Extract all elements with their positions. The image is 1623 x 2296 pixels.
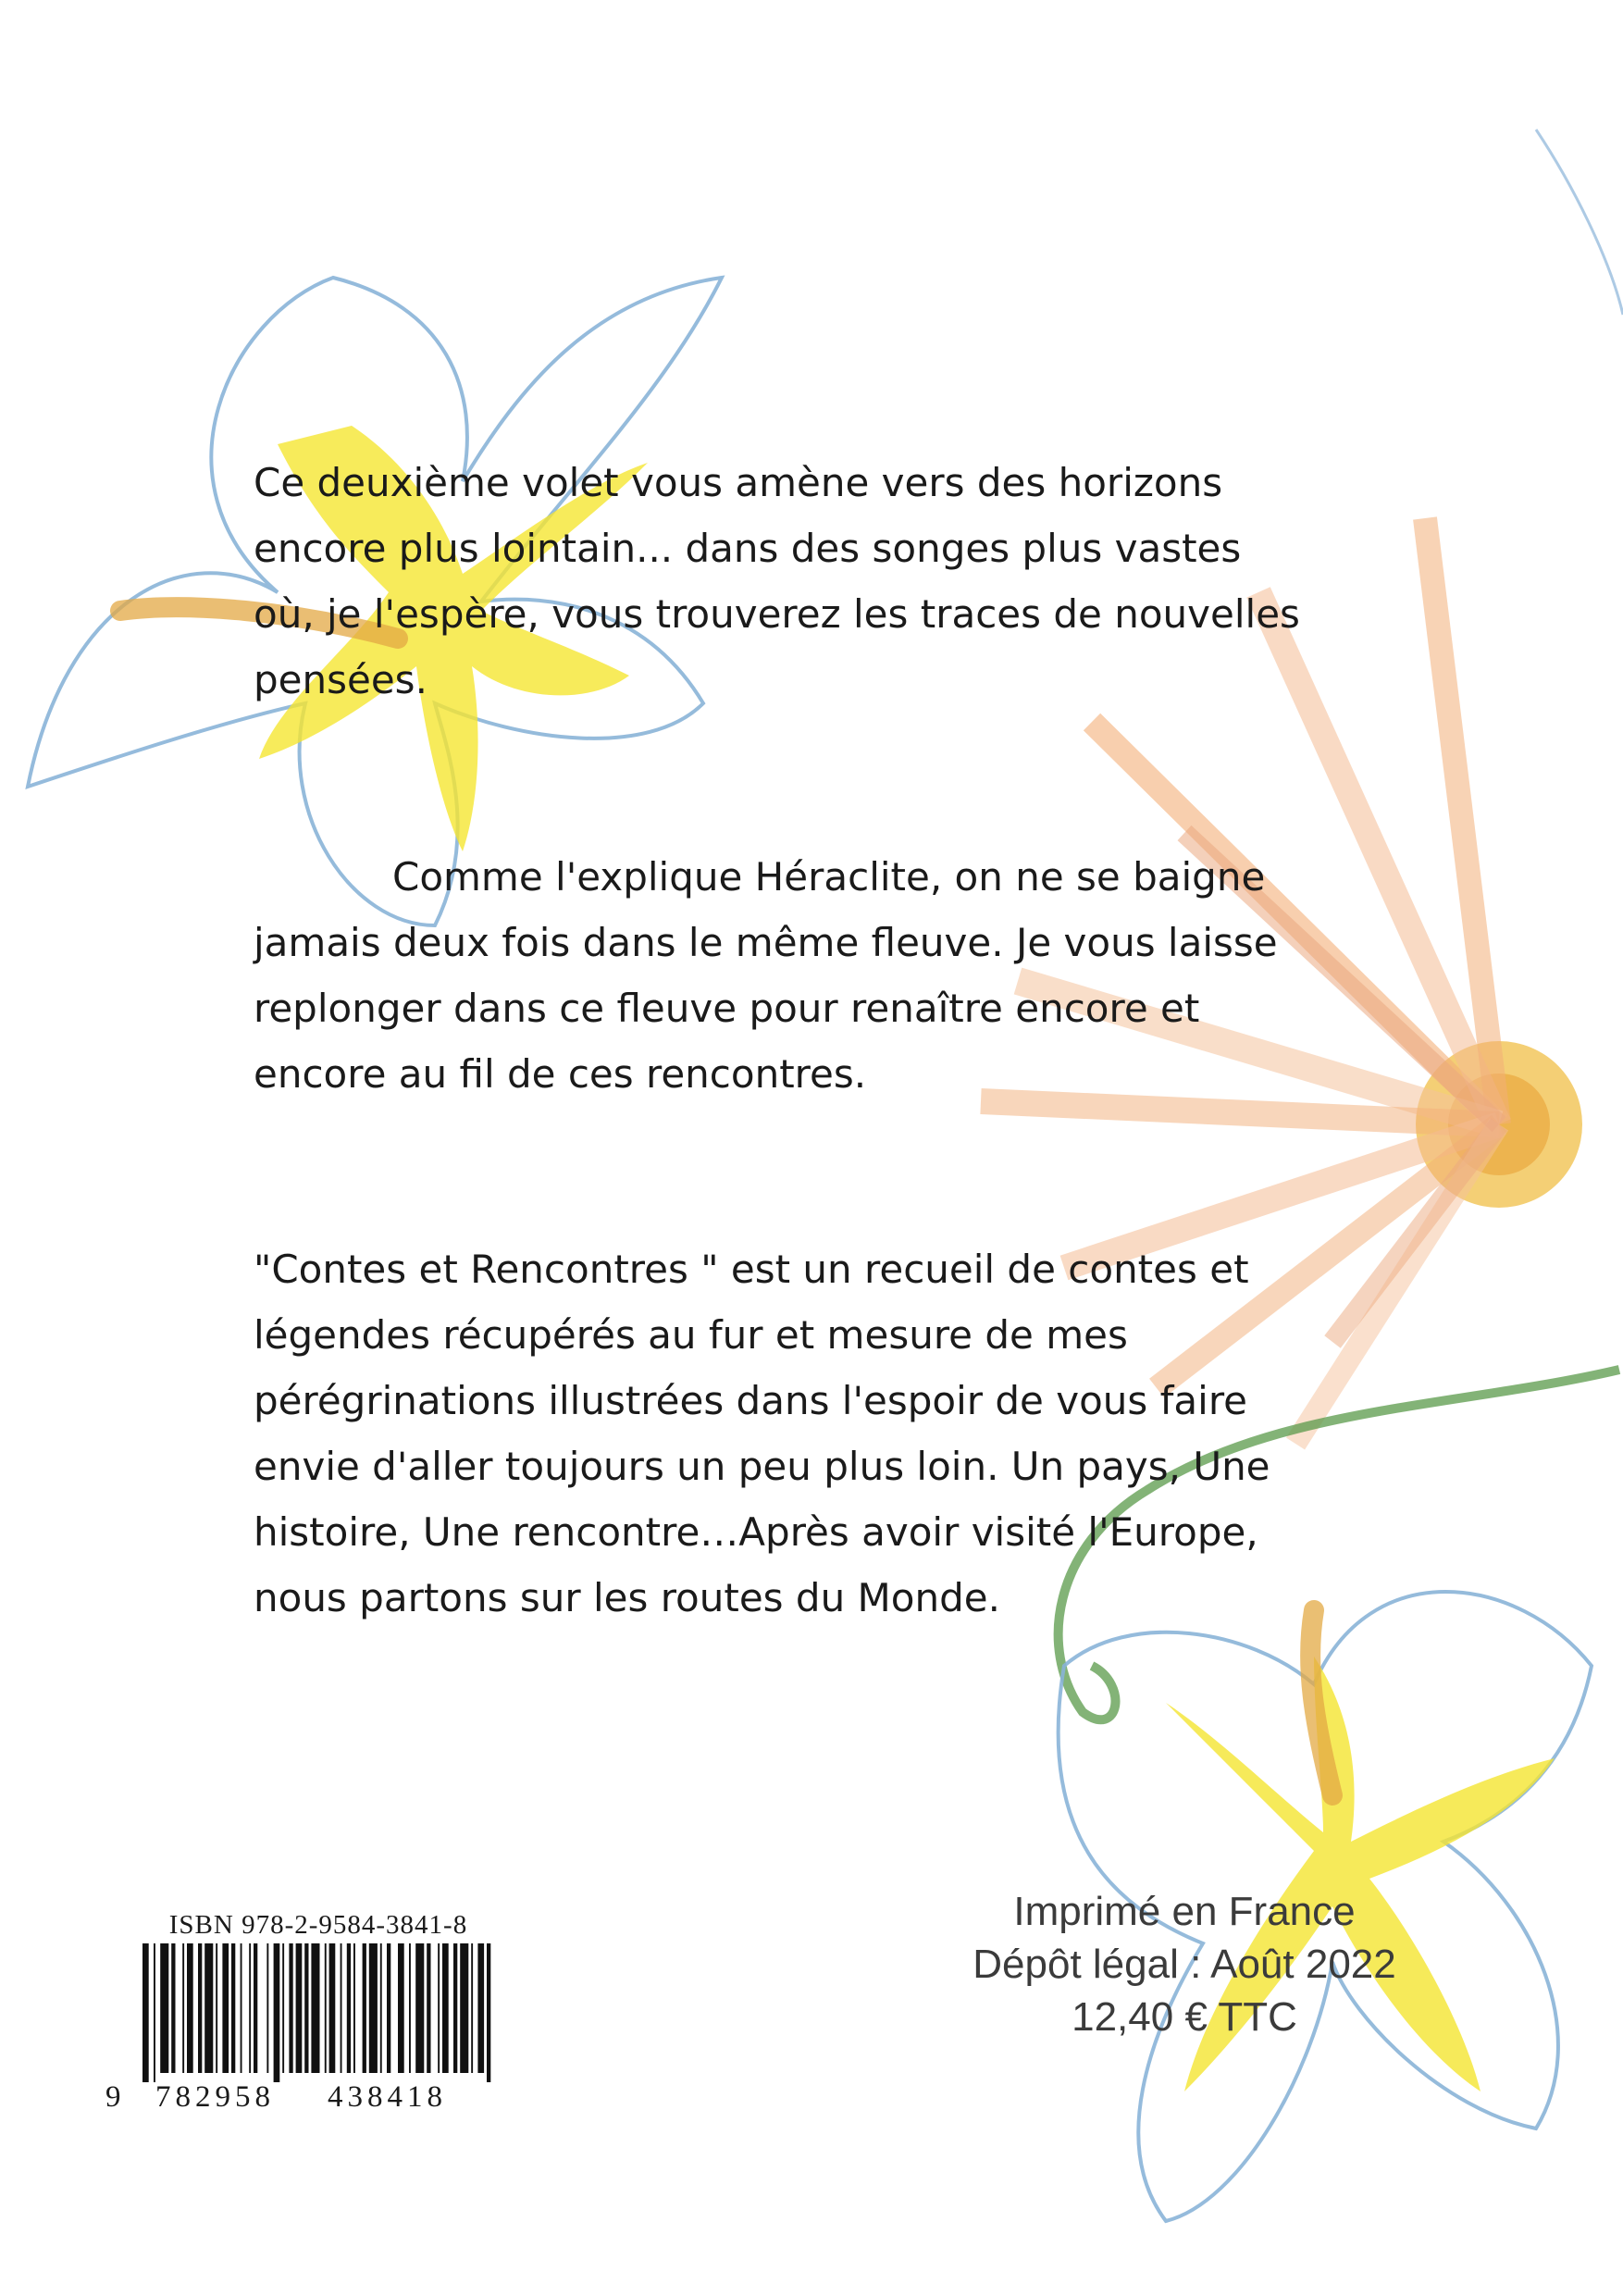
legal-info	[925, 1885, 1443, 2043]
barcode-bar	[249, 1943, 251, 2073]
barcode-bar	[453, 1943, 457, 2073]
barcode-bar	[387, 1943, 390, 2073]
barcode-bar	[325, 1943, 327, 2073]
barcode-bar	[409, 1943, 411, 2073]
paragraph-summary: "Contes et Rencontres " est un recueil de contes et légendes récupérés au fur et mesure de mes pérégrinations illustrées dans l'espoir de vous faire envie d'aller toujours un peu plus loin. Un pays, Une histoire, Une rencontre…Après avoir visité l'Europe, nous partons sur les routes du Monde.	[254, 1247, 1270, 1620]
barcode-bar	[398, 1943, 404, 2073]
barcode-bar	[311, 1943, 319, 2073]
paragraph-intro: Ce deuxième volet vous amène vers des horizons encore plus lointain... dans des songes plus vastes où, je l'espère, vous trouverez les traces de nouvelles pensées.	[254, 460, 1300, 702]
barcode-bar	[274, 1943, 280, 2082]
isbn-label: ISBN 978-2-9584-3841-8	[168, 1910, 468, 1940]
barcode-bar	[438, 1943, 440, 2073]
barcode-bar	[347, 1943, 351, 2073]
isbn-barcode	[105, 1910, 494, 2151]
barcode-bar	[160, 1943, 168, 2073]
paragraph-heraclite	[254, 844, 1401, 1107]
barcode-digit-group-left: 782958	[155, 2080, 275, 2114]
faint-sketch-top-right	[1536, 130, 1623, 315]
barcode-bar	[154, 1943, 155, 2082]
barcode-bar	[142, 1943, 149, 2082]
barcode-bar	[289, 1943, 292, 2073]
barcode-digit-first: 9	[105, 2080, 121, 2114]
barcode-bar	[341, 1943, 342, 2073]
barcode-bar	[187, 1943, 193, 2073]
barcode-bar	[204, 1943, 213, 2073]
barcode-bar	[471, 1943, 473, 2073]
barcode-digit-group-right: 438418	[328, 2080, 447, 2114]
barcode-bar	[182, 1943, 184, 2073]
barcode-bar	[231, 1943, 235, 2073]
barcode-bar	[254, 1943, 257, 2073]
barcode-bars	[142, 1943, 494, 2082]
barcode-digits	[105, 2080, 494, 2117]
barcode-bar	[353, 1943, 355, 2073]
barcode-bar	[222, 1943, 229, 2073]
barcode-bar	[171, 1943, 175, 2073]
price: 12,40 € TTC	[1072, 1994, 1297, 2040]
barcode-bar	[282, 1943, 284, 2073]
paragraph-heraclite-first-line: Comme l'explique Héraclite, on ne se baigne	[392, 854, 1266, 900]
barcode-bar	[198, 1943, 202, 2073]
barcode-bar	[216, 1943, 217, 2073]
paragraph-heraclite-rest: jamais deux fois dans le même fleuve. Je vous laisse replonger dans ce fleuve pour renaître encore et encore au fil de ces rencontres.	[254, 920, 1278, 1097]
barcode-bar	[304, 1943, 308, 2073]
barcode-bar	[427, 1943, 430, 2073]
legal-deposit: Dépôt légal : Août 2022	[973, 1942, 1396, 1987]
barcode-bar	[460, 1943, 468, 2073]
barcode-bar	[415, 1943, 424, 2073]
barcode-bar	[296, 1943, 303, 2073]
barcode-bar	[487, 1943, 490, 2082]
barcode-bar	[442, 1943, 449, 2073]
barcode-bar	[241, 1943, 242, 2073]
barcode-bar	[380, 1943, 382, 2073]
barcode-bar	[369, 1943, 378, 2073]
barcode-bar	[363, 1943, 366, 2073]
barcode-bar	[477, 1943, 484, 2073]
printed-in-france: Imprimé en France	[1013, 1889, 1356, 1934]
barcode-bar	[329, 1943, 336, 2073]
barcode-bar	[266, 1943, 268, 2073]
